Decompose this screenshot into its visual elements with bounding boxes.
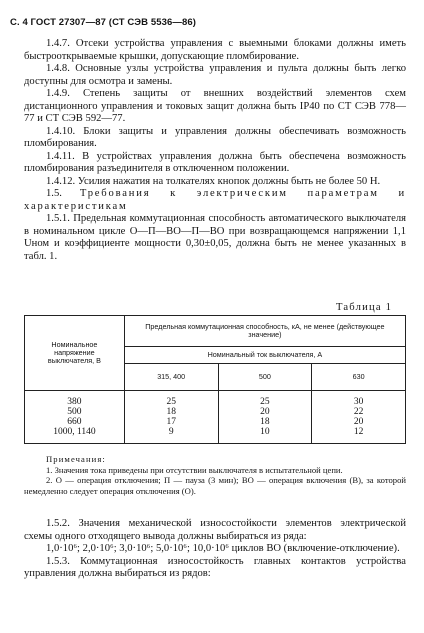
value-cell: 22 xyxy=(312,407,406,417)
value-cell: 17 xyxy=(124,417,218,427)
paragraph-1-4-9: 1.4.9. Степень защиты от внешних воздействий элементов схем дистанционного управления и токовых защит должна быть IP40 по СТ СЭВ 778—77 и СТ СЭВ 592—77. xyxy=(24,88,406,124)
paragraph-1-4-11: 1.4.11. В устройствах управления должна быть обеспечена возможность пломбирования разъединителя в отключенном положении. xyxy=(24,150,406,174)
value-cell: 20 xyxy=(218,407,312,417)
paragraph-1-5-2: 1.5.2. Значения механической износостойкости элементов электрической схемы одного отходящего вывода должны выбираться из ряда: xyxy=(24,518,406,542)
paragraph-1-4-12: 1.4.12. Усилия нажатия на толкателях кнопок должны быть не более 50 Н. xyxy=(46,175,381,187)
page-header: С. 4 ГОСТ 27307—87 (СТ СЭВ 5536—86) xyxy=(10,17,196,28)
main-text xyxy=(24,38,406,263)
voltage-cell: 380 xyxy=(25,391,125,408)
table-row xyxy=(25,427,406,444)
table-row xyxy=(25,417,406,427)
value-cell: 25 xyxy=(124,391,218,408)
paragraph-1-5-2-values: 1,0·10⁶; 2,0·10⁶; 3,0·10⁶; 5,0·10⁶; 10,0·10⁶ циклов ВО (включение-отключение). xyxy=(46,543,400,554)
paragraph-1-5-1: 1.5.1. Предельная коммутационная способность автоматического выключателя в номинальном цикле О—П—ВО—П—ВО при возвращающемся напряжении 1,1 Uном и коэффициенте мощности 0,30±0,05, должна быть не менее указанных в табл. 1. xyxy=(24,213,406,262)
note-item: 2. О — операция отключения; П — пауза (3 мин); ВО — операция включения (В), за которой немедленно следует операция отключения (О). xyxy=(24,475,406,496)
column-header: 630 xyxy=(312,364,406,391)
value-cell: 25 xyxy=(218,391,312,408)
paragraph-1-4-8: 1.4.8. Основные узлы устройства управления и пульта должны быть легко доступны для осмотра и замены. xyxy=(24,63,406,87)
value-cell: 18 xyxy=(124,407,218,417)
row-header-cell: Номинальное напряжение выключателя, В xyxy=(25,316,125,391)
value-cell: 20 xyxy=(312,417,406,427)
paragraph-1-4-10: 1.4.10. Блоки защиты и управления должны обеспечивать возможность пломбирования. xyxy=(24,125,406,149)
paragraph-1-5-3: 1.5.3. Коммутационная износостойкость главных контактов устройства управления должна выбираться из рядов: xyxy=(24,555,406,579)
group-header-cell: Предельная коммутационная способность, кА, не менее (действующее значение) xyxy=(124,316,405,347)
voltage-cell: 660 xyxy=(25,417,125,427)
continued-text xyxy=(24,518,406,581)
section-number: 1.5. xyxy=(46,188,62,199)
section-title: Требования к электрическим параметрам и характеристикам xyxy=(24,188,406,212)
subheader-cell: Номинальный ток выключателя, А xyxy=(124,347,405,364)
paragraph-1-4-7: 1.4.7. Отсеки устройства управления с выемными блоками должны иметь быстрооткрываемые крышки, допускающие пломбирование. xyxy=(24,38,406,62)
table-row xyxy=(25,391,406,408)
table-notes xyxy=(24,454,406,496)
voltage-cell: 1000, 1140 xyxy=(25,427,125,444)
value-cell: 10 xyxy=(218,427,312,444)
column-header: 500 xyxy=(218,364,312,391)
column-header: 315, 400 xyxy=(124,364,218,391)
value-cell: 30 xyxy=(312,391,406,408)
breaking-capacity-table xyxy=(24,315,406,444)
voltage-cell: 500 xyxy=(25,407,125,417)
section-heading xyxy=(24,188,406,213)
value-cell: 12 xyxy=(312,427,406,444)
value-cell: 9 xyxy=(124,427,218,444)
table-row xyxy=(25,407,406,417)
value-cell: 18 xyxy=(218,417,312,427)
notes-heading: Примечания: xyxy=(46,454,106,464)
table-title: Таблица 1 xyxy=(336,302,393,313)
note-item: 1. Значения тока приведены при отсутствии выключателя в испытательной цепи. xyxy=(46,464,343,475)
